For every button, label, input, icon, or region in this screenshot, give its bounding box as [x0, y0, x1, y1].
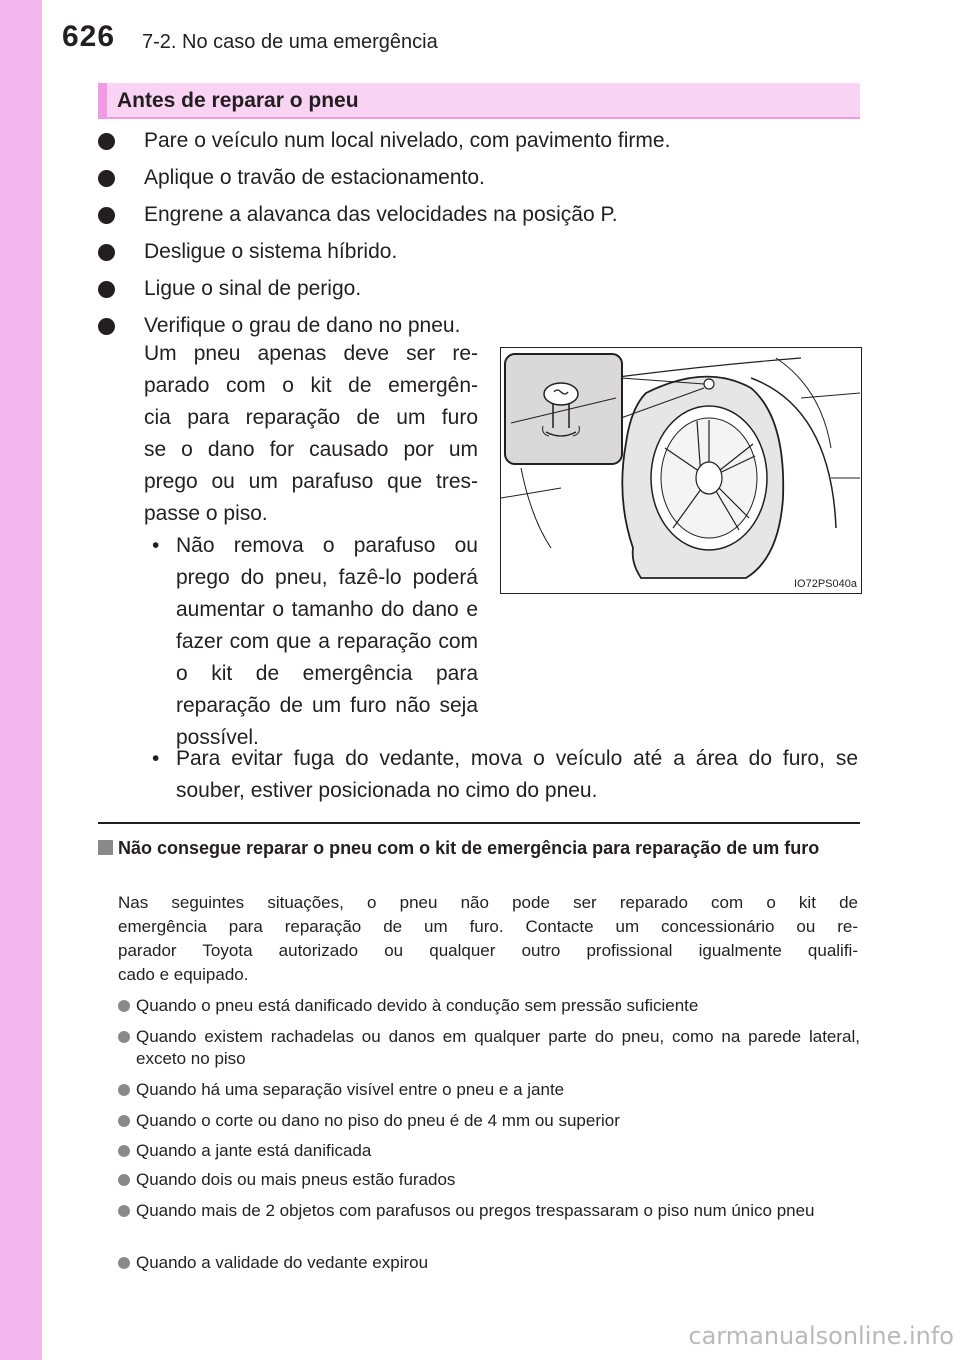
- bullet-text: Pare o veículo num local nivelado, com pavimento firme.: [144, 129, 671, 152]
- paragraph-line: Um pneu apenas deve ser re-: [144, 342, 478, 365]
- square-bullet-icon: [98, 840, 113, 855]
- note-intro-paragraph: [118, 891, 858, 987]
- paragraph-line: parado com o kit de emergên-: [144, 374, 478, 397]
- paragraph-line: se o dano for causado por um: [144, 438, 478, 461]
- bullet-text: Ligue o sinal de perigo.: [144, 277, 362, 300]
- bullet-text: Verifique o grau de dano no pneu.: [144, 314, 461, 337]
- list-item: [118, 1079, 860, 1101]
- bullet-dot-icon: [98, 281, 115, 298]
- paragraph-line: passe o piso.: [144, 502, 268, 525]
- section-header: [98, 83, 860, 119]
- sub-bullet-mark: •: [152, 747, 160, 770]
- figure-code-label: IO72PS040a: [794, 578, 857, 590]
- list-item: [118, 1110, 860, 1132]
- list-item: [118, 1169, 860, 1191]
- bullet-dot-icon: [98, 170, 115, 187]
- bullet-dot-icon: [118, 1205, 130, 1217]
- note-title-text: Não consegue reparar o pneu com o kit de emergência para reparação de um furo: [118, 838, 820, 858]
- sub-bullet-avoid-leak: [152, 743, 858, 807]
- flat-tire-drawing: [501, 348, 860, 592]
- sub-bullet-text: Para evitar fuga do vedante, mova o veículo até a área do furo, se souber, estiver posicionada no cimo do pneu.: [176, 747, 858, 802]
- bullet-dot-icon: [98, 133, 115, 150]
- damage-paragraph: [144, 338, 478, 530]
- bullet-text: Desligue o sistema híbrido.: [144, 240, 398, 263]
- bullet-dot-icon: [98, 244, 115, 261]
- bullet-dot-icon: [118, 1031, 130, 1043]
- list-item-text: Quando o corte ou dano no piso do pneu é de 4 mm ou superior: [136, 1111, 620, 1130]
- bullet-dot-icon: [118, 1084, 130, 1096]
- flat-tire-illustration: [500, 347, 862, 594]
- list-item-text: Quando existem rachadelas ou danos em qualquer parte do pneu, como na parede lateral, exceto no piso: [136, 1027, 860, 1068]
- list-item-text: Quando a validade do vedante expirou: [136, 1253, 429, 1272]
- bullet-dot-icon: [118, 1145, 130, 1157]
- list-item-text: Quando a jante está danificada: [136, 1141, 372, 1160]
- bullet-dot-icon: [98, 318, 115, 335]
- bullet-dot-icon: [118, 1000, 130, 1012]
- bullet-dot-icon: [118, 1115, 130, 1127]
- list-item: [118, 1026, 860, 1070]
- paragraph-line: prego ou um parafuso que tres-: [144, 470, 478, 493]
- list-item-text: Quando o pneu está danificado devido à condução sem pressão suficiente: [136, 996, 699, 1015]
- paragraph-line: cia para reparação de um furo: [144, 406, 478, 429]
- note-intro-line: emergência para reparação de um furo. Contacte um concessionário ou re-: [118, 917, 858, 936]
- bullet-text: Aplique o travão de estacionamento.: [144, 166, 485, 189]
- list-item-text: Quando dois ou mais pneus estão furados: [136, 1170, 456, 1189]
- list-item-text: Quando há uma separação visível entre o pneu e a jante: [136, 1080, 565, 1099]
- list-item-text: Quando mais de 2 objetos com parafusos ou pregos trespassaram o piso num único pneu: [136, 1201, 815, 1220]
- bullet-dot-icon: [118, 1174, 130, 1186]
- side-color-bar: [0, 0, 42, 1360]
- section-title: Antes de reparar o pneu: [117, 89, 359, 112]
- note-intro-line: parador Toyota autorizado ou qualquer outro profissional igualmente qualifi-: [118, 941, 858, 960]
- note-intro-line: cado e equipado.: [118, 965, 249, 984]
- chapter-title: 7-2. No caso de uma emergência: [142, 31, 438, 53]
- bullet-dot-icon: [98, 207, 115, 224]
- bullet-dot-icon: [118, 1257, 130, 1269]
- watermark: carmanualsonline.info: [688, 1322, 954, 1350]
- note-heading: [98, 836, 860, 860]
- bullet-text: Engrene a alavanca das velocidades na posição P.: [144, 203, 618, 226]
- list-item: [118, 1140, 860, 1162]
- list-item: [118, 1252, 860, 1274]
- list-item: [118, 1200, 860, 1222]
- sub-bullet-mark: •: [152, 534, 160, 557]
- list-item: [118, 995, 860, 1017]
- sub-bullet-text: Não remova o parafuso ou prego do pneu, fazê-lo poderá aumentar o tamanho do dano e fazer com que a reparação com o kit de emergência para reparação de um furo não seja possível.: [176, 534, 478, 749]
- section-divider: [98, 822, 860, 824]
- page-number: 626: [62, 20, 116, 53]
- note-intro-line: Nas seguintes situações, o pneu não pode ser reparado com o kit de: [118, 893, 858, 912]
- sub-bullet-do-not-remove: [152, 530, 478, 754]
